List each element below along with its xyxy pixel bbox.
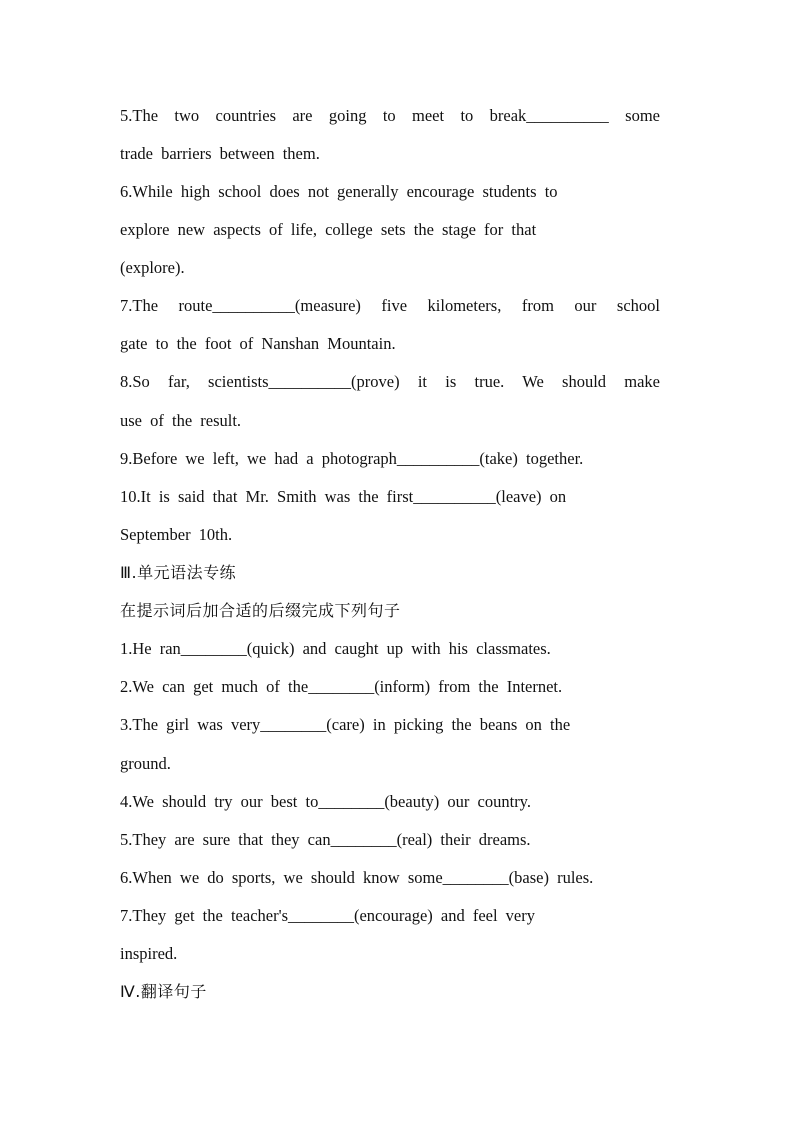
exercise-item-10-line-1: 10.It is said that Mr. Smith was the first__________(leave) on	[120, 487, 567, 506]
exercise-item-8-line-2: use of the result.	[120, 411, 242, 430]
grammar-item-3-line-2: ground.	[120, 754, 171, 773]
exercise-item-10-line-2: September 10th.	[120, 525, 233, 544]
exercise-item-5-line-1: 5.The two countries are going to meet to break__________ some	[120, 106, 660, 125]
grammar-item-4-line-1: 4.We should try our best to________(beauty) our country.	[120, 792, 531, 811]
exercise-item-9-line-1: 9.Before we left, we had a photograph__________(take) together.	[120, 449, 584, 468]
exercise-item-6-line-2: explore new aspects of life, college sets the stage for that	[120, 220, 537, 239]
section-3-instruction: 在提示词后加合适的后缀完成下列句子	[120, 601, 401, 620]
grammar-item-1-line-1: 1.He ran________(quick) and caught up with his classmates.	[120, 639, 551, 658]
exercise-item-6-line-1: 6.While high school does not generally encourage students to	[120, 182, 558, 201]
exercise-item-8-line-1: 8.So far, scientists__________(prove) it is true. We should make	[120, 372, 660, 391]
exercise-item-7-line-2: gate to the foot of Nanshan Mountain.	[120, 334, 396, 353]
grammar-item-7-line-2: inspired.	[120, 944, 178, 963]
exercise-item-7-line-1: 7.The route__________(measure) five kilometers, from our school	[120, 296, 660, 315]
exercise-item-6-line-3: (explore).	[120, 258, 185, 277]
section-4-heading: Ⅳ.翻译句子	[120, 982, 207, 1001]
grammar-item-2-line-1: 2.We can get much of the________(inform) from the Internet.	[120, 677, 563, 696]
grammar-item-7-line-1: 7.They get the teacher's________(encourage) and feel very	[120, 906, 536, 925]
section-3-heading: Ⅲ.单元语法专练	[120, 563, 237, 582]
exercise-item-5-line-2: trade barriers between them.	[120, 144, 320, 163]
grammar-item-3-line-1: 3.The girl was very________(care) in picking the beans on the	[120, 715, 571, 734]
grammar-item-6-line-1: 6.When we do sports, we should know some________(base) rules.	[120, 868, 594, 887]
grammar-item-5-line-1: 5.They are sure that they can________(real) their dreams.	[120, 830, 531, 849]
